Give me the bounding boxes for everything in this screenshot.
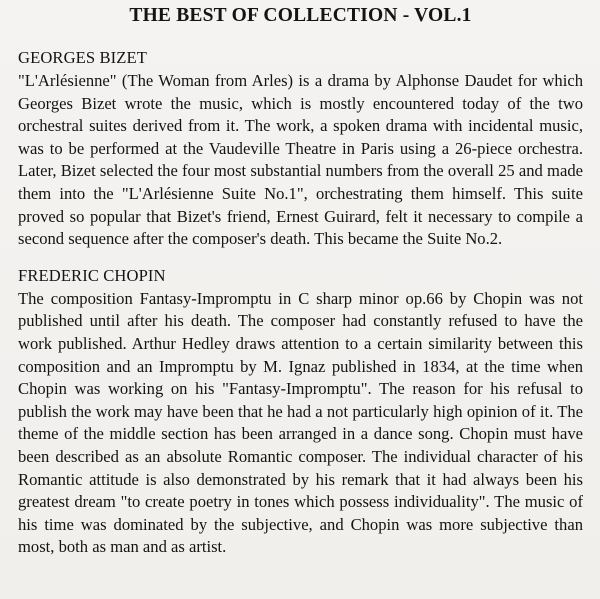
section-text-bizet: "L'Arlésienne" (The Woman from Arles) is a drama by Alphonse Daudet for which Georges Bizet wrote the music, which is mostly encountered today of the two orchestral suites derived from it. The work, a spoken drama with incidental music, was to be performed at the Vaudeville Theatre in Paris using a 26-piece orchestra. Later, Bizet selected the four most substantial numbers from the overall 25 and made them into the "L'Arlésienne Suite No.1", orchestrating them himself. This suite proved so popular that Bizet's friend, Ernest Guirard, felt it necessary to compile a second sequence after the composer's death. This became the Suite No.2. [18,71,583,249]
section-gap [18,251,583,266]
page-title: THE BEST OF COLLECTION - VOL.1 [129,5,472,26]
section-chopin [18,266,583,559]
section-heading-bizet: GEORGES BIZET [18,48,147,67]
section-heading-chopin: FREDERIC CHOPIN [18,265,166,285]
section-text-chopin: The composition Fantasy-Impromptu in C sharp minor op.66 by Chopin was not published until after his death. The composer had constantly refused to have the work published. Arthur Hedley draws attention to a certain similarity between this composition and an Impromptu by M. Ignaz published in 1834, at the time when Chopin was working on his "Fantasy-Impromptu". The reason for his refusal to publish the work may have been that he had a not particularly high opinion of it. The theme of the middle section has been arranged in a dance song. Chopin must have been described as an absolute Romantic composer. The individual character of his Romantic attitude is also demonstrated by his remark that it had always been his greatest dream "to create poetry in tones which possess individuality". The music of his time was dominated by the subjective, and Chopin was more subjective than most, both as man and as artist. [18,288,583,557]
section-bizet [18,48,583,251]
